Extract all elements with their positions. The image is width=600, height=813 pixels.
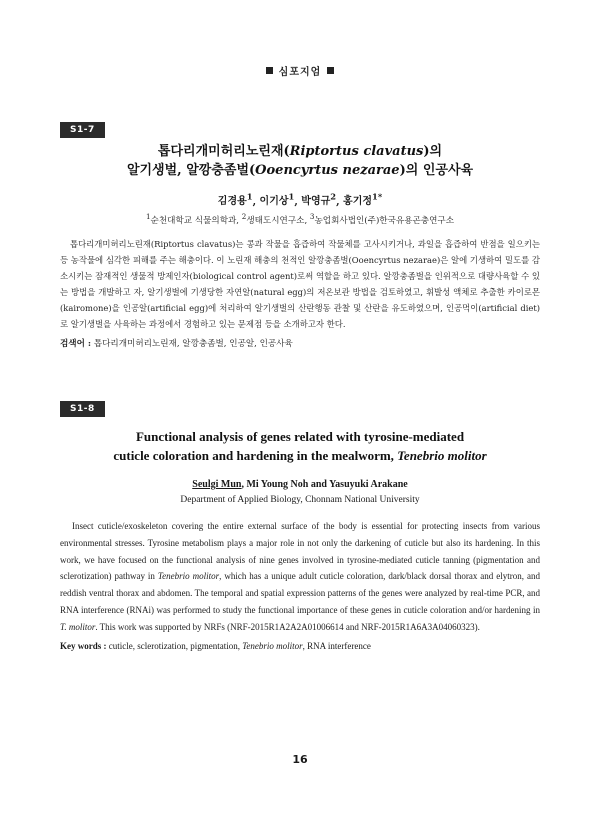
page-header [0,63,600,78]
author: 이기상$^1$ [259,192,295,208]
abstract-s1-7 [60,117,540,349]
abstract-body: 톱다리개미허리노린재(Riptortus clavatus)는 콩과 작물을 흡즙하여 작물체를 고사시키거나, 과일을 흡즙하여 반점을 일으키는 등 농작물에 심각한 피해를 주는 해충이다. 이 노린재 해충의 천적인 알깡충좀벌(Ooencyrtus nezarae)은 알에 기생하여 밀도를 감소시키는 잠재적인 생물적 방제인자(biological control agent)로써 역할을 하고 있다. 알깡충좀벌을 인위적으로 대량사육할 수 있는 방법을 개발하고 자, 알기생벌에 기생당한 자연알(natural egg)의 저온보관 방법을 검토하였고, 휘발성 액체로 추출한 카이로몬(kairomone)을 인공알(artificial egg)에 처리하여 알기생벌의 산란행동 관찰 및 산란을 유도하였으며, 인공먹이(artificial diet)로 알기생벌을 사육하는 과정에서 경험하고 있는 문제점 등을 소개하고자 한다. [60,239,540,330]
square-bullet-icon [266,67,273,74]
abstract-title: 톱다리개미허리노린재(Riptortus clavatus)의 알기생벌, 알깡충좀벌(Ooencyrtus nezarae)의 인공사육 [126,144,474,178]
author: 김경용$^1$ [217,192,253,208]
author-list: Seulgi Mun, Mi Young Noh and Yasuyuki Arakane [192,479,408,490]
author-list: 김경용$^1$, 이기상$^1$, 박영규$^2$, 홍기정$^{1*}$ [217,192,383,208]
page-number: 16 [292,753,308,766]
affiliation: Department of Applied Biology, Chonnam National University [180,495,420,505]
presenting-author: Seulgi Mun [192,479,242,490]
abstract-body: Insect cuticle/exoskeleton covering the entire external surface of the body is essential for protecting insects from various environmental stresses. Tyrosine metabolism plays a major role in not only the darkening of cuticle but also its hardening. In this work, we have focused on the functional analysis of nine genes involved in tyrosine-mediated cuticle tanning (pigmentation and sclerotization) pathway in Tenebrio molitor, which has a unique adult cuticle coloration, dark/black dorsal thorax and elytron, and reddish ventral thorax and abdomen. The temporal and spatial expression patterns of the genes were analyzed by real-time PCR, and RNA interference (RNAi) was performed to study the functional importance of these genes in cuticle coloration and/or hardening in T. molitor. This work was supported by NRFs (NRF-2015R1A2A2A01006614 and NRF-2015R1A6A3A04060323). [60,521,541,632]
session-tag: S1-8 [60,401,105,417]
session-tag: S1-7 [60,122,105,138]
keywords: 검색어 : 톱다리개미허리노린재, 알깡충좀벌, 인공알, 인공사육 [60,339,293,350]
abstract-s1-8 [60,396,540,651]
header-text: 심포지엄 [278,67,322,78]
square-bullet-icon [327,67,334,74]
abstract-title: Functional analysis of genes related with tyrosine-mediated cuticle coloration and hardening in the mealworm, Tenebrio molitor [113,429,487,463]
author: 박영규$^2$ [301,192,337,208]
author: 홍기정$^{1*}$ [343,192,383,208]
keywords: Key words : cuticle, sclerotization, pigmentation, Tenebrio molitor, RNA interference [60,640,371,651]
affiliation-list: $^1$순천대학교 식물의학과, $^2$생태도시연구소, $^3$농업회사법인(주)한국유용곤충연구소 [145,212,455,227]
